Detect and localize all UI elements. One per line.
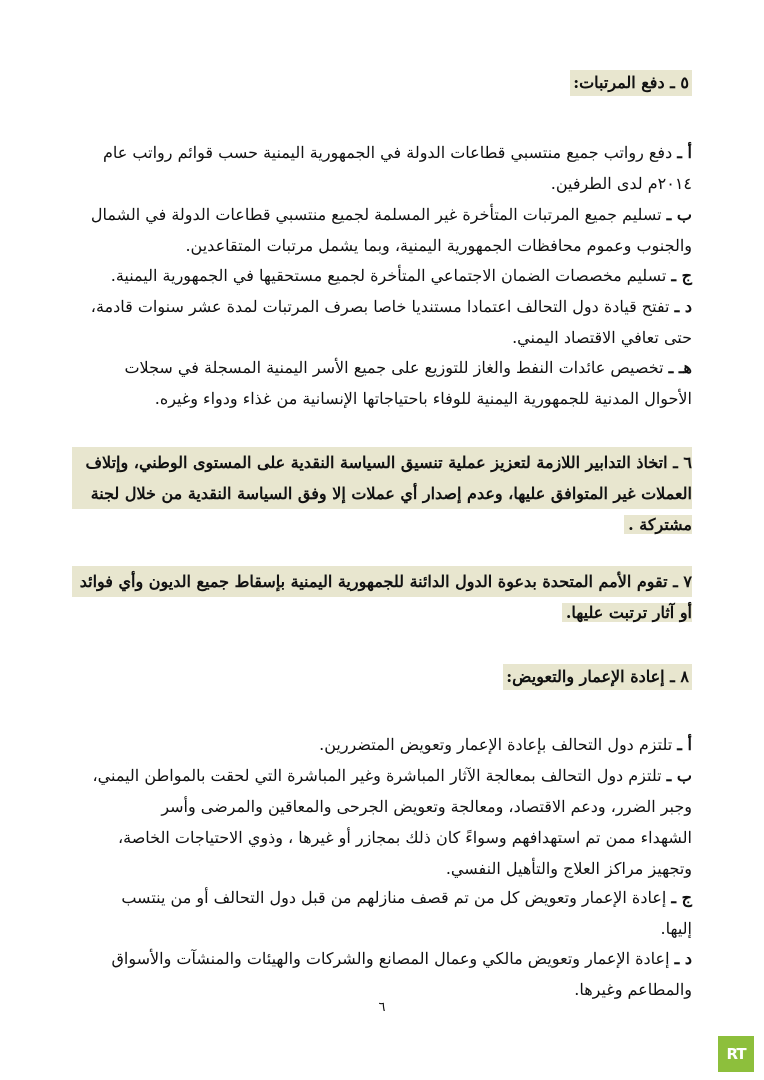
- item-text: الأحوال المدنية للجمهورية اليمنية للوفاء باحتياجاتها الإنسانية من غذاء ودواء وغيره.: [154, 389, 692, 408]
- rt-logo: [718, 1036, 754, 1072]
- item-marker: هـ ـ: [668, 358, 692, 377]
- item-text: تسليم جميع المرتبات المتأخرة غير المسلمة لجميع منتسبي قطاعات الدولة في الشمال: [90, 205, 662, 224]
- section-5-item-d: [72, 291, 692, 353]
- item-text: ٢٠١٤م لدى الطرفين.: [550, 174, 692, 193]
- section-5-item-a: [72, 137, 692, 199]
- section-6-line: مشتركة .: [624, 515, 692, 534]
- item-text: وجبر الضرر، ودعم الاقتصاد، ومعالجة وتعويض الجرحى والمعاقين والمرضى وأسر: [161, 797, 692, 816]
- item-text: إليها.: [660, 919, 692, 938]
- item-text: وتجهيز مراكز العلاج والتأهيل النفسي.: [445, 859, 692, 878]
- section-7-paragraph: [72, 566, 692, 628]
- section-5-item-b: [72, 199, 692, 261]
- item-text: الشهداء ممن تم استهدافهم وسواءً كان ذلك بمجازر أو غيرها ، وذوي الاحتياجات الخاصة،: [117, 828, 692, 847]
- item-text: إعادة الإعمار وتعويض كل من تم قصف منازلهم من قبل دول التحالف أو من ينتسب: [121, 888, 667, 907]
- item-text: تفتح قيادة دول التحالف اعتمادا مستنديا خاصا بصرف المرتبات لمدة عشر سنوات قادمة،: [90, 297, 670, 316]
- item-text: تلتزم دول التحالف بمعالجة الآثار المباشرة وغير المباشرة التي لحقت بالمواطن اليمني،: [92, 766, 662, 785]
- page-number: ٦: [378, 1000, 386, 1015]
- section-7-line: ٧ ـ تقوم الأمم المتحدة بدعوة الدول الدائنة للجمهورية اليمنية بإسقاط جميع الديون وأي فوائد: [72, 566, 692, 597]
- item-marker: ج ـ: [671, 888, 692, 907]
- section-5-item-e: [72, 352, 692, 414]
- item-marker: أ ـ: [677, 143, 692, 162]
- item-marker: ج ـ: [671, 266, 692, 285]
- item-marker: ب ـ: [666, 766, 692, 785]
- item-text: تسليم مخصصات الضمان الاجتماعي المتأخرة لجميع مستحقيها في الجمهورية اليمنية.: [110, 266, 667, 285]
- item-text: حتى تعافي الاقتصاد اليمني.: [512, 328, 692, 347]
- section-8-item-a: [72, 729, 692, 760]
- item-text: إعادة الإعمار وتعويض مالكي وعمال المصانع والشركات والهيئات والمنشآت والأسواق: [111, 949, 670, 968]
- section-8-item-c: [72, 882, 692, 944]
- section-8-heading: ٨ ـ إعادة الإعمار والتعويض:: [503, 664, 692, 690]
- section-6-paragraph: [72, 447, 692, 540]
- item-text: والجنوب وعموم محافظات الجمهورية اليمنية، وبما يشمل مرتبات المتقاعدين.: [185, 236, 692, 255]
- item-text: دفع رواتب جميع منتسبي قطاعات الدولة في الجمهورية اليمنية حسب قوائم رواتب عام: [103, 143, 673, 162]
- section-5-item-c: [72, 260, 692, 291]
- item-marker: د ـ: [674, 949, 692, 968]
- item-text: تلتزم دول التحالف بإعادة الإعمار وتعويض المتضررين.: [319, 735, 673, 754]
- section-6-line: ٦ ـ اتخاذ التدابير اللازمة لتعزيز عملية تنسيق السياسة النقدية على المستوى الوطني، وإتلاف: [72, 447, 692, 478]
- item-marker: ب ـ: [666, 205, 692, 224]
- section-6-line: العملات غير المتوافق عليها، وعدم إصدار أي عملات إلا وفق السياسة النقدية من خلال لجنة: [72, 478, 692, 509]
- rt-logo-text: RT: [726, 1045, 746, 1063]
- item-text: والمطاعم وغيرها.: [574, 980, 692, 999]
- section-8-item-d: [72, 943, 692, 1005]
- section-8-item-b: [72, 760, 692, 884]
- item-text: تخصيص عائدات النفط والغاز للتوزيع على جميع الأسر اليمنية المسجلة في سجلات: [124, 358, 664, 377]
- section-7-line: أو آثار ترتبت عليها.: [562, 603, 692, 622]
- item-marker: أ ـ: [677, 735, 692, 754]
- section-5-heading: ٥ ـ دفع المرتبات:: [570, 70, 692, 96]
- item-marker: د ـ: [674, 297, 692, 316]
